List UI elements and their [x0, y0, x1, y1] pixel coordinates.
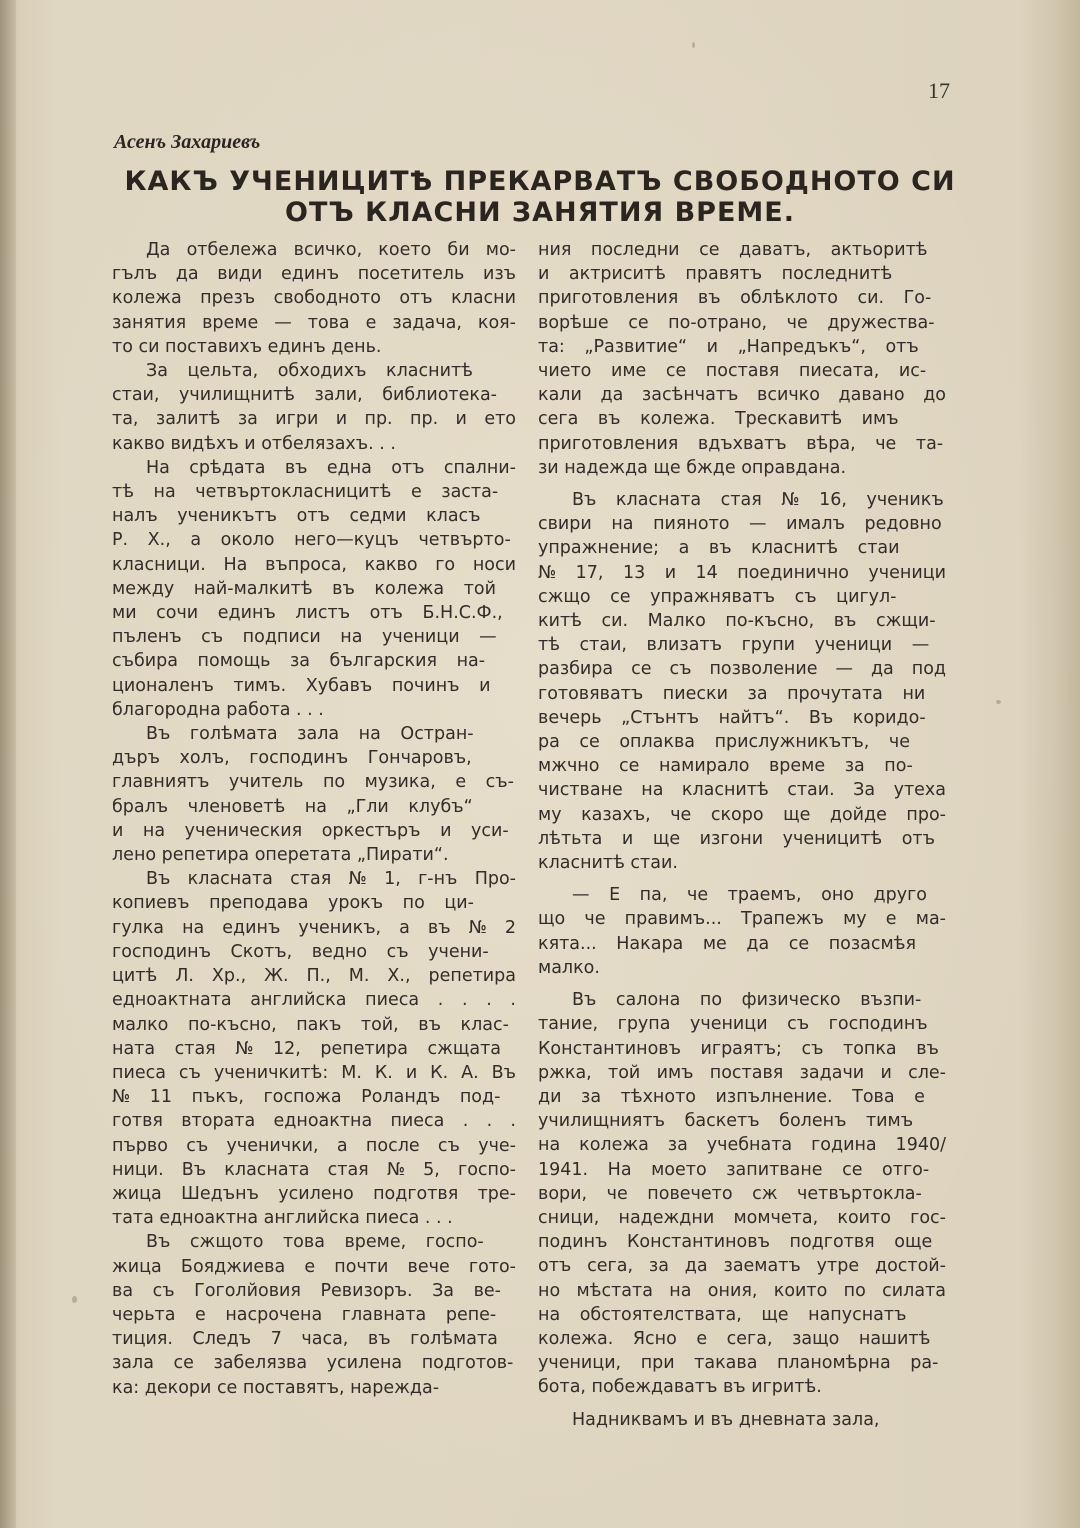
text-line: господинъ Скотъ, ведно съ учени-: [112, 941, 489, 962]
text-line: упражнение; а въ класнитѣ стаи: [538, 538, 900, 559]
text-line: кята... Накара ме да се позасмѣя: [538, 933, 916, 954]
text-line: тание, група ученици съ господинъ: [538, 1014, 928, 1035]
text-line: ната стая № 12, репетира сжщата: [112, 1038, 501, 1059]
text-line: тѣ на четвъртокласницитѣ е заста-: [112, 482, 499, 503]
text-line: на колежа за учебната година 1940/: [538, 1135, 946, 1156]
print-smudge: [72, 1296, 77, 1303]
text-line: За цельта, обходихъ класнитѣ: [146, 361, 473, 382]
text-line: свири на пияното — ималъ редовно: [538, 514, 942, 535]
text-line: гулка на единъ ученикъ, а въ № 2: [112, 917, 516, 938]
text-line: малко по-късно, пакъ той, въ клас-: [112, 1014, 509, 1035]
text-line: колежа презъ свободното отъ класни: [112, 288, 516, 309]
text-line: № 17, 13 и 14 поединично ученици: [538, 562, 946, 583]
text-line: жица Шедънъ усилено подготвя тре-: [112, 1183, 516, 1204]
print-smudge: [692, 42, 695, 48]
text-line: та: „Развитие“ и „Напредъкъ“, отъ: [538, 336, 919, 357]
text-line: приготовления вдъхватъ вѣра, че та-: [538, 433, 944, 454]
page-binding-shadow: [0, 0, 16, 1528]
text-line: занятия време — това е задача, коя-: [112, 312, 516, 333]
text-line: Константиновъ играятъ; съ топка въ: [538, 1038, 939, 1059]
text-line: Въ голѣмата зала на Остран-: [146, 724, 474, 745]
text-line: лѣтьта и ще изгони ученицитѣ отъ: [538, 828, 935, 849]
text-line: чистване на класнитѣ стаи. За утеха: [538, 780, 946, 801]
text-line: що че правимъ... Трапежъ му е ма-: [538, 909, 946, 930]
text-line: кали да засѣнчатъ всичко давано до: [538, 385, 946, 406]
text-line: На срѣдата въ една отъ спални-: [146, 457, 516, 478]
text-line: колежа. Ясно е сега, защо нашитѣ: [538, 1328, 931, 1349]
text-line: копиевъ преподава урокъ по ци-: [112, 893, 474, 914]
text-line: подинъ Константиновъ подготвя още: [538, 1232, 933, 1253]
text-line: училищниятъ баскетъ боленъ тимъ: [538, 1111, 914, 1132]
text-line: но мѣстата на ония, които по силата: [538, 1280, 946, 1301]
text-line: ния последни се даватъ, актьоритѣ: [538, 240, 928, 260]
text-line: ници. Въ класната стая № 5, госпо-: [112, 1159, 516, 1180]
text-line: Надниквамъ и въ дневната зала,: [572, 1409, 880, 1430]
text-line: дъръ холъ, господинъ Гончаровъ,: [112, 748, 472, 769]
text-line: ржка, той имъ поставя задачи и сле-: [538, 1062, 946, 1083]
text-line: класници. На въпроса, какво го носи: [112, 554, 516, 575]
text-line: ворѣше се по-отрано, че дружества-: [538, 312, 935, 333]
text-line: то си поставихъ единъ день.: [112, 336, 382, 357]
text-line: му казахъ, че скоро ще дойде про-: [538, 804, 946, 825]
left-text-column: [112, 238, 516, 1400]
text-line: стаи, училищнитѣ зали, библиотека-: [112, 385, 497, 406]
text-line: тиция. Следъ 7 часа, въ голѣмата: [112, 1329, 498, 1350]
text-line: сници, надеждни момчета, които гос-: [538, 1207, 946, 1228]
text-line: благородна работа . . .: [112, 699, 324, 720]
text-line: Въ салона по физическо възпи-: [572, 990, 922, 1011]
text-line: китѣ си. Малко по-късно, въ сжщи-: [538, 611, 936, 632]
text-line: сжщо се упражняватъ съ цигул-: [538, 586, 897, 607]
text-line: ка: декори се поставятъ, нарежда-: [112, 1377, 440, 1398]
text-line: зи надежда ще бжде оправдана.: [538, 457, 847, 478]
text-line: налъ ученикътъ отъ седми класъ: [112, 506, 481, 527]
text-line: вори, че повечето сж четвъртокла-: [538, 1183, 922, 1204]
right-text-column: [538, 238, 946, 1432]
page-number: 17: [928, 78, 950, 103]
text-line: 1941. На моето запитване се отго-: [538, 1159, 930, 1180]
text-line: гълъ да види единъ посетитель изъ: [112, 264, 516, 285]
text-line: та, залитѣ за игри и пр. пр. и ето: [112, 409, 516, 430]
text-line: пиеса съ ученичкитѣ: М. К. и К. А. Въ: [112, 1062, 516, 1083]
text-line: ра се оплаква прислужникътъ, че: [538, 732, 910, 753]
text-line: Въ класната стая № 1, г-нъ Про-: [146, 869, 516, 890]
print-smudge: [996, 700, 1001, 704]
text-line: бралъ членоветѣ на „Гли клубъ“: [112, 796, 473, 817]
text-line: отъ сега, за да заематъ утре достой-: [538, 1256, 946, 1277]
text-line: на обстоятелствата, ще напуснатъ: [538, 1304, 907, 1325]
text-line: събира помощь за българския на-: [112, 651, 486, 672]
text-line: мжчно се намирало време за по-: [538, 756, 913, 777]
text-line: готовяватъ пиески за прочутата ни: [538, 683, 926, 704]
text-line: едноактната английска пиеса . . . .: [112, 990, 516, 1011]
text-line: пъленъ съ подписи на ученици —: [112, 627, 497, 648]
text-line: черьта е насрочена главната репе-: [112, 1304, 497, 1325]
text-line: между най-малкитѣ въ колежа той: [112, 578, 496, 599]
text-line: ва съ Гоголйовия Ревизоръ. За ве-: [112, 1280, 501, 1301]
text-line: жица Бояджиева е почти вече гото-: [112, 1256, 516, 1277]
article-author: Асенъ Захариевъ: [114, 131, 261, 153]
text-line: ми сочи единъ листъ отъ Б.Н.С.Ф.,: [112, 603, 503, 624]
text-line: — Е па, че траемъ, оно друго: [572, 885, 928, 906]
text-line: готвя втората едноактна пиеса . . .: [112, 1111, 516, 1132]
text-line: вечерь „Стънтъ найтъ“. Въ коридо-: [538, 707, 926, 728]
text-line: разбира се съ позволение — да под: [538, 659, 946, 680]
text-line: ди за тѣхното изпълнение. Това е: [538, 1086, 925, 1107]
text-line: цитѣ Л. Хр., Ж. П., М. Х., репетира: [112, 966, 516, 987]
text-line: лено репетира оперетата „Пирати“.: [112, 845, 449, 866]
title-line-2: ОТЪ КЛАСНИ ЗАНЯТИЯ ВРЕМЕ.: [285, 197, 795, 228]
text-line: Да отбележа всичко, което би мо-: [146, 240, 516, 260]
text-line: ционаленъ тимъ. Хубавъ починъ и: [112, 675, 491, 696]
text-line: първо съ ученички, а после съ уче-: [112, 1135, 516, 1156]
text-line: Въ класната стая № 16, ученикъ: [572, 490, 944, 511]
text-line: класнитѣ стаи.: [538, 853, 678, 874]
text-line: какво видѣхъ и отбелязахъ. . .: [112, 433, 396, 454]
text-line: и актриситѣ правятъ последнитѣ: [538, 264, 893, 285]
text-line: сега въ колежа. Трескавитѣ имъ: [538, 409, 899, 430]
text-line: тата едноактна английска пиеса . . .: [112, 1208, 453, 1229]
text-line: зала се забелязва усилена подготов-: [112, 1353, 514, 1374]
text-line: Р. Х., а около него—куцъ четвърто-: [112, 530, 511, 551]
title-line-1: КАКЪ УЧЕНИЦИТѢ ПРЕКАРВАТЪ СВОБОДНОТО СИ: [124, 166, 956, 197]
text-line: и на ученическия оркестъръ и уси-: [112, 820, 509, 841]
text-line: главниятъ учитель по музика, е съ-: [112, 772, 514, 793]
text-line: приготовления въ облѣклото си. Го-: [538, 288, 932, 309]
text-line: № 11 пъкъ, госпожа Роландъ под-: [112, 1087, 501, 1108]
text-line: ученици, при такава планомѣрна ра-: [538, 1353, 939, 1374]
text-line: тѣ стаи, влизатъ групи ученици —: [538, 635, 930, 656]
text-line: Въ сжщото това време, госпо-: [146, 1232, 484, 1253]
text-line: бота, побеждаватъ въ игритѣ.: [538, 1377, 822, 1398]
text-line: малко.: [538, 957, 600, 978]
text-line: чието име се поставя пиесата, ис-: [538, 361, 927, 382]
article-title: [100, 166, 980, 228]
